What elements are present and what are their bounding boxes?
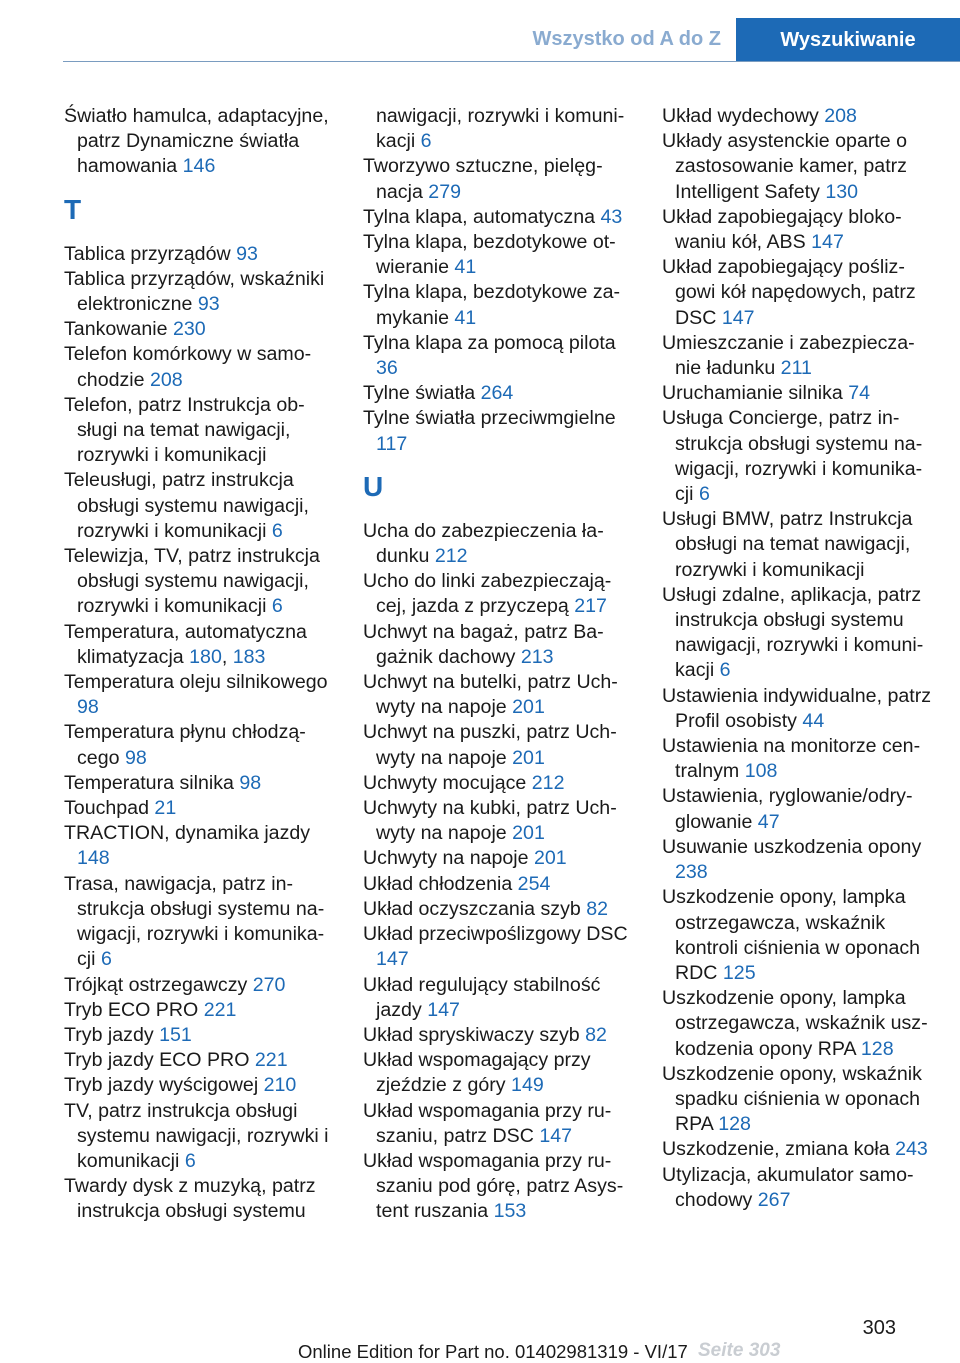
index-entry-text: Układ chłodzenia <box>363 872 518 895</box>
page-link[interactable]: 183 <box>232 645 266 668</box>
index-entry-text: Telefon, patrz Instrukcja obsługi na temat nawigacji, rozrywki i komunikacji <box>64 393 305 467</box>
index-entry <box>64 1174 336 1224</box>
page-link[interactable]: 147 <box>539 1124 573 1147</box>
index-entry-text: Temperatura płynu chłodzącego <box>64 721 306 769</box>
page-link[interactable]: 74 <box>848 382 871 405</box>
page-link[interactable]: 147 <box>721 306 755 329</box>
index-entry-text: TV, patrz instrukcja obsługi systemu nawigacji, rozrywki i komunikacji <box>64 1099 329 1172</box>
index-column-2 <box>363 104 635 1225</box>
page-link[interactable]: 153 <box>493 1200 527 1223</box>
index-entry-text: Uruchamianie silnika <box>662 382 849 405</box>
page-link[interactable]: 41 <box>454 256 477 279</box>
page-link[interactable]: 21 <box>154 797 177 820</box>
page-link[interactable]: 98 <box>124 746 147 769</box>
page-link[interactable]: 208 <box>149 368 183 391</box>
section-title[interactable]: Wszystko od A do Z <box>532 28 721 50</box>
index-entry-text: Tylna klapa za pomocą pilota <box>363 331 616 354</box>
page-link[interactable]: 151 <box>159 1023 192 1046</box>
index-entry-text: Umieszczanie i zabezpieczanie ładunku <box>662 331 915 380</box>
index-entry-text: Uszkodzenie opony, lampka ostrzegawcza, wskaźnik kontroli ciśnienia w oponach RDC <box>662 886 921 984</box>
index-entry-text: Tworzywo sztuczne, pielęgnacja <box>363 155 603 203</box>
index-entry <box>363 154 635 204</box>
index-entry <box>363 720 635 770</box>
page-link[interactable]: 201 <box>512 746 545 769</box>
index-entry-text: Układ wspomagania przy ruszaniu, patrz DSC <box>363 1099 612 1147</box>
index-entry <box>662 1062 934 1138</box>
page-link[interactable]: 6 <box>719 659 731 682</box>
page-link[interactable]: 98 <box>77 696 99 719</box>
index-entry <box>64 973 336 998</box>
index-entry-text: Temperatura oleju silnikowego <box>64 671 328 694</box>
index-entry-text: Usługi BMW, patrz Instrukcja obsługi na temat nawigacji, rozrywki i komunikacji <box>662 508 913 581</box>
index-entry-text: Uchwyt na bagaż, patrz Bagażnik dachowy <box>363 620 604 668</box>
index-entry <box>64 821 336 871</box>
index-entry-text: Ucha do zabezpieczenia ładunku <box>363 519 604 568</box>
index-entry-text: Teleusługi, patrz instrukcja obsługi systemu nawigacji, rozrywki i komunikacji <box>64 469 309 542</box>
page-link[interactable]: 6 <box>184 1149 196 1172</box>
index-entry-text: Ustawienia na monitorze centralnym <box>662 735 921 783</box>
index-entry-text: Usługi zdalne, aplikacja, patrz instrukcja obsługi systemu nawigacji, rozrywki i komunikacji <box>662 583 924 682</box>
page-link[interactable]: 147 <box>811 231 844 254</box>
page-link[interactable]: 6 <box>420 130 432 153</box>
index-entry <box>363 104 635 154</box>
page-link[interactable]: 128 <box>718 1113 751 1136</box>
index-entry-text: Temperatura, automatyczna klimatyzacja <box>64 620 307 668</box>
page-link[interactable]: 238 <box>675 861 708 884</box>
index-entry <box>662 381 934 406</box>
index-entry-text: Tylna klapa, automatyczna <box>363 205 601 228</box>
index-entry <box>363 620 635 670</box>
index-entry <box>64 317 336 342</box>
index-entry <box>662 583 934 684</box>
index-entry-text: Tylne światła <box>363 382 481 405</box>
index-entry-text: Tylne światła przeciwmgielne <box>363 407 616 430</box>
index-entry <box>662 1137 934 1162</box>
index-entry <box>363 973 635 1023</box>
page-link[interactable]: 264 <box>480 382 514 405</box>
index-entry <box>363 1023 635 1048</box>
page-link[interactable]: 254 <box>517 872 551 895</box>
index-entry-text: Światło hamulca, adaptacyjne, patrz Dynamiczne światła hamowania <box>64 105 329 178</box>
page-link[interactable]: 201 <box>512 822 545 845</box>
index-entry-text: Utylizacja, akumulator samochodowy <box>662 1163 914 1211</box>
page-link[interactable]: 213 <box>520 645 554 668</box>
index-entry-text: Układ przeciwpoślizgowy DSC <box>363 923 628 946</box>
index-letter-heading: U <box>363 470 384 502</box>
index-entry-text: Układy asystenckie oparte o zastosowanie kamer, patrz Intelligent Safety <box>662 130 908 203</box>
page-link[interactable]: 201 <box>534 847 567 870</box>
page-link[interactable]: 148 <box>77 847 110 870</box>
index-entry <box>363 796 635 846</box>
index-entry <box>662 734 934 784</box>
index-entry-text: Usuwanie uszkodzenia opony <box>662 835 922 858</box>
index-entry <box>363 670 635 720</box>
page-link[interactable]: 243 <box>895 1138 928 1161</box>
index-entry-text: Układ wspomagania przy ruszaniu pod górę, patrz Asystent ruszania <box>363 1149 624 1223</box>
index-entry-text: TRACTION, dynamika jazdy <box>64 822 311 845</box>
index-entry <box>363 331 635 381</box>
page-link[interactable]: 130 <box>825 180 859 203</box>
index-entry-text: Układ zapobiegający blokowaniu kół, ABS <box>662 205 902 254</box>
index-entry-text: Układ zapobiegający poślizgowi kół napędowych, patrz DSC <box>662 256 916 329</box>
index-entry-text: Tryb jazdy ECO PRO <box>64 1049 255 1072</box>
index-entry-text: Tankowanie <box>64 318 173 341</box>
page-link[interactable]: 82 <box>586 897 609 920</box>
index-entry-text: Uszkodzenie opony, lampka ostrzegawcza, wskaźnik uszkodzenia opony RPA <box>662 987 928 1060</box>
index-entry-text: Uchwyty na kubki, patrz Uchwyty na napoje <box>363 797 617 845</box>
index-entry <box>662 255 934 331</box>
page-link[interactable]: 221 <box>254 1049 288 1072</box>
index-entry-text: Układ oczyszczania szyb <box>363 897 587 920</box>
index-entry <box>64 1099 336 1175</box>
index-entry-text: Trasa, nawigacja, patrz instrukcja obsługi systemu nawigacji, rozrywki i komunikacji <box>64 872 325 971</box>
index-entry <box>363 280 635 330</box>
page-link[interactable]: 147 <box>427 998 460 1021</box>
index-entry-text: Uchwyt na puszki, patrz Uchwyty na napoje <box>363 721 617 769</box>
index-entry <box>662 205 934 255</box>
page-link[interactable]: 128 <box>860 1037 894 1060</box>
index-entry <box>64 796 336 821</box>
page-link[interactable]: 41 <box>454 306 477 329</box>
page-link[interactable]: 117 <box>376 432 408 455</box>
index-entry <box>363 519 635 569</box>
index-entry-text: Usługa Concierge, patrz instrukcja obsługi systemu nawigacji, rozrywki i komunikacji <box>662 407 923 506</box>
edition-footer: Online Edition for Part no. 01402981319 - VI/17 <box>298 1341 688 1362</box>
index-entry <box>363 1048 635 1098</box>
index-entry <box>64 267 336 317</box>
index-entry <box>363 846 635 871</box>
page-link[interactable]: 221 <box>203 998 237 1021</box>
page-link[interactable]: 6 <box>100 948 112 971</box>
page-link[interactable]: 147 <box>376 948 409 971</box>
index-entry <box>64 544 336 620</box>
index-entry <box>363 205 635 230</box>
index-entry-text: Uchwyty na napoje <box>363 847 534 870</box>
index-entry <box>64 468 336 544</box>
page-link[interactable]: 270 <box>252 973 286 996</box>
page-link[interactable]: 201 <box>512 696 545 719</box>
index-entry-text: Twardy dysk z muzyką, patrz instrukcja obsługi systemu <box>64 1175 316 1223</box>
index-entry <box>363 771 635 796</box>
page-link[interactable]: 6 <box>271 519 283 542</box>
index-entry <box>64 771 336 796</box>
page-link[interactable]: 208 <box>824 105 857 127</box>
index-entry-text: Tylna klapa, bezdotykowe otwieranie <box>363 231 616 279</box>
index-entry <box>662 986 934 1062</box>
page-link[interactable]: 98 <box>239 771 262 794</box>
index-letter-heading: T <box>64 193 82 225</box>
index-column-3 <box>662 104 934 1213</box>
index-entry-text: Układ spryskiwaczy szyb <box>363 1023 586 1046</box>
index-entry <box>64 1023 336 1048</box>
watermark-text: Seite 303 <box>698 1340 781 1361</box>
index-entry <box>363 897 635 922</box>
index-entry <box>662 331 934 381</box>
index-entry <box>363 1149 635 1225</box>
page-link[interactable]: 36 <box>376 357 398 380</box>
index-entry <box>662 507 934 583</box>
page-header <box>0 0 960 62</box>
page-link[interactable]: 93 <box>197 293 220 316</box>
index-entry-text: Ustawienia, ryglowanie/odryglowanie <box>662 785 913 833</box>
page-link[interactable]: 211 <box>780 357 812 380</box>
index-entry <box>64 393 336 469</box>
index-entry-text: Tylna klapa, bezdotykowe zamykanie <box>363 281 621 329</box>
index-entry <box>363 230 635 280</box>
index-entry <box>662 784 934 834</box>
index-entry <box>64 242 336 267</box>
page-link[interactable]: 267 <box>757 1188 791 1211</box>
index-entry-text: Tablica przyrządów, wskaźniki elektroniczne <box>64 267 325 316</box>
index-entry: Temperatura, automatyczna klimatyzacja 180, 183 <box>64 620 307 668</box>
page-link[interactable]: 47 <box>757 810 780 833</box>
page-link[interactable]: 93 <box>236 242 258 265</box>
index-entry <box>64 872 336 973</box>
index-entry-text: Trójkąt ostrzegawczy <box>64 973 253 996</box>
page-link[interactable]: 6 <box>271 595 283 618</box>
index-entry-text: Tryb jazdy wyścigowej <box>64 1074 264 1097</box>
index-entry-text: Telewizja, TV, patrz instrukcja obsługi systemu nawigacji, rozrywki i komunikacji <box>64 545 320 618</box>
index-entry <box>363 872 635 897</box>
page-number: 303 <box>862 1317 896 1339</box>
index-entry <box>363 406 635 456</box>
index-entry-text: Układ wydechowy <box>662 105 825 127</box>
page-link[interactable]: 230 <box>172 318 206 341</box>
index-entry-text: Uszkodzenie, zmiana koła <box>662 1138 896 1161</box>
index-entry-text: Układ regulujący stabilność jazdy <box>363 973 601 1021</box>
index-entry-text: Układ wspomagający przy zjeździe z góry <box>363 1049 591 1097</box>
search-tab[interactable]: Wyszukiwanie <box>736 18 960 62</box>
page-link[interactable]: 125 <box>722 961 756 984</box>
page-link[interactable]: 6 <box>698 483 710 506</box>
index-entry <box>662 129 934 205</box>
index-entry <box>662 684 934 734</box>
index-entry <box>64 104 336 180</box>
index-entry-text: Tablica przyrządów <box>64 242 237 265</box>
page-link[interactable]: 149 <box>511 1074 544 1097</box>
index-entry-text: Uchwyty mocujące <box>363 771 532 794</box>
page-link[interactable]: 212 <box>531 771 565 794</box>
index-entry-text: Uchwyt na butelki, patrz Uchwyty na napoje <box>363 671 618 719</box>
index-entry-text: Telefon komórkowy w samochodzie <box>64 343 312 391</box>
page-link[interactable]: 44 <box>802 709 825 732</box>
index-entry <box>662 104 934 129</box>
page-link[interactable]: 146 <box>182 155 216 178</box>
index-entry <box>363 922 635 972</box>
index-entry-text: Ucho do linki zabezpieczającej, jazda z przyczepą <box>363 570 612 618</box>
index-entry-text: Temperatura silnika <box>64 771 240 794</box>
index-entry <box>64 720 336 770</box>
page-link[interactable]: 212 <box>434 545 468 568</box>
index-entry-text: Touchpad <box>64 797 155 820</box>
index-entry <box>363 1099 635 1149</box>
index-entry-text: Tryb jazdy <box>64 1023 160 1046</box>
index-entry-text: nawigacji, rozrywki i komunikacji <box>376 105 625 153</box>
page-link[interactable]: 82 <box>585 1023 607 1046</box>
index-entry <box>662 835 934 885</box>
index-entry <box>662 885 934 986</box>
index-column-1 <box>64 104 336 1225</box>
index-entry-text: Uszkodzenie opony, wskaźnik spadku ciśnienia w oponach RPA <box>662 1062 922 1136</box>
index-entry <box>662 406 934 507</box>
page-link[interactable]: 180 <box>189 645 222 668</box>
page-link[interactable]: 210 <box>263 1074 297 1097</box>
index-entry <box>64 670 336 720</box>
page-link[interactable]: 279 <box>428 180 461 203</box>
index-entry-text: Ustawienia indywidualne, patrz Profil osobisty <box>662 684 932 732</box>
index-entry <box>363 381 635 406</box>
index-entry <box>64 342 336 392</box>
index-entry <box>64 1073 336 1098</box>
page-link[interactable]: 43 <box>600 205 623 228</box>
index-entry <box>662 1163 934 1213</box>
index-entry <box>64 1048 336 1073</box>
index-entry <box>64 998 336 1023</box>
index-entry-text: Tryb ECO PRO <box>64 998 204 1021</box>
header-divider <box>63 61 960 62</box>
page-link[interactable]: 217 <box>574 595 607 618</box>
index-entry <box>363 569 635 619</box>
page-link[interactable]: 108 <box>744 760 778 783</box>
